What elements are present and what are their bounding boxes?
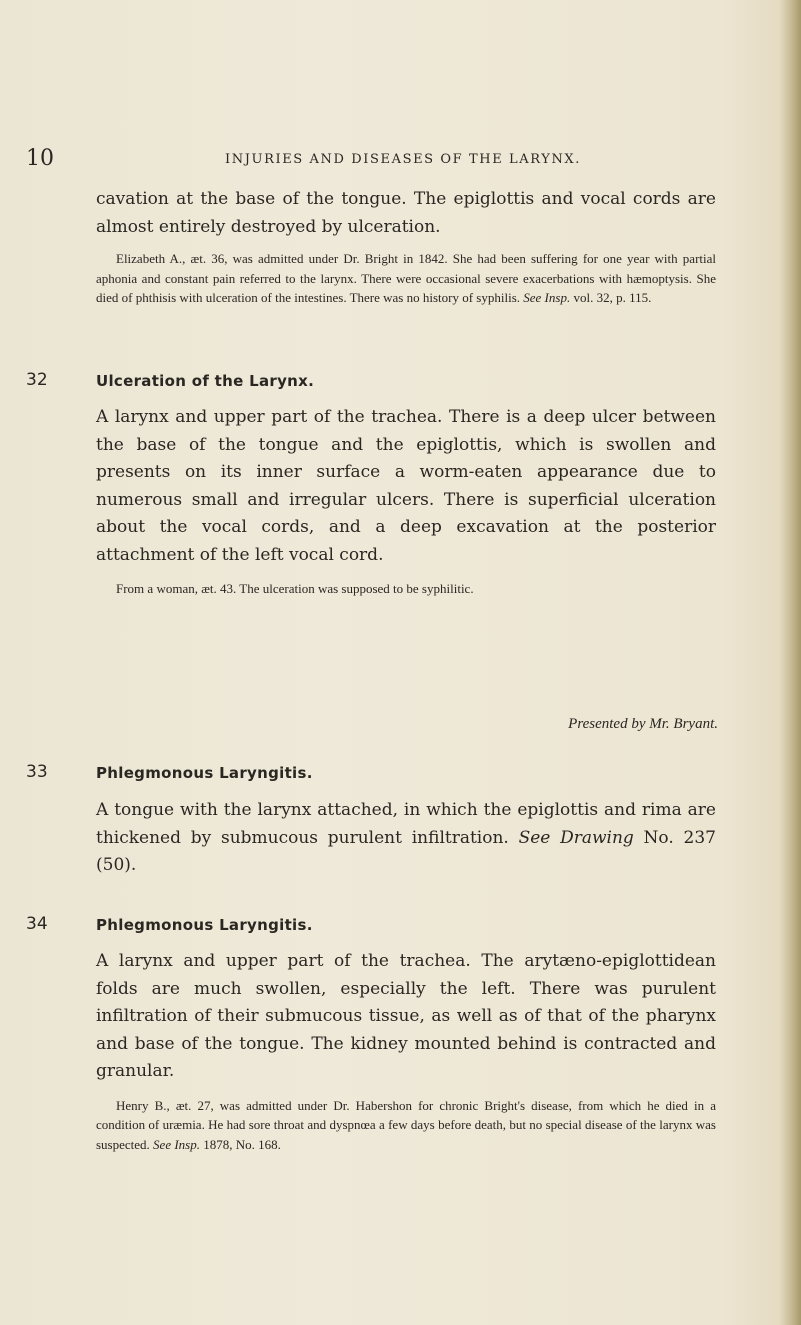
entry-body (96, 797, 716, 880)
entry-note-ref: See Insp. (153, 1136, 200, 1152)
entry-body: A larynx and upper part of the trachea. There is a deep ulcer between the base of the tongue and the epiglottis, which is swollen and presents on its inner surface a worm-eaten appearance due to numerous small and irregular ulcers. There is superficial ulceration about the vocal cords, and a deep excavation at the posterior attachment of the left vocal cord. (96, 407, 716, 565)
continuation-note-ref-rest: vol. 32, p. 115. (570, 290, 652, 305)
entry-note-ref-rest: 1878, No. 168. (199, 1136, 281, 1152)
entry-title: Phlegmonous Laryngitis. (96, 916, 313, 934)
entry-body-block (96, 948, 716, 1154)
running-head: INJURIES AND DISEASES OF THE LARYNX. (225, 152, 582, 167)
entry-body-block (96, 404, 716, 599)
continuation-note-ref: See Insp. (523, 290, 571, 305)
entry-body-block (96, 797, 716, 880)
entry-number: 33 (26, 762, 48, 782)
entry-title: Ulceration of the Larynx. (96, 372, 315, 390)
entry-note-text: Henry B., æt. 27, was admitted under Dr. Habershon for chronic Bright's disease, from which he died in a condition of uræmia. He had sore throat and dyspnœa a few days before death, but no special disease of the larynx was suspected. (96, 1097, 716, 1152)
entry-number: 32 (26, 370, 48, 390)
entry-body-text: A tongue with the larynx attached, in which the epiglottis and rima are thickened by submucous purulent infiltration. (96, 800, 716, 848)
entry-title: Phlegmonous Laryngitis. (96, 764, 313, 782)
entry-note: From a woman, æt. 43. The ulceration was supposed to be syphilitic. (116, 581, 474, 596)
presented-by: Presented by Mr. Bryant. (568, 716, 718, 732)
entry-note (96, 1096, 716, 1155)
page-number: 10 (26, 146, 54, 171)
entry-number: 34 (26, 914, 48, 934)
entry-body-text-end: No. 237 (50). (96, 827, 716, 875)
page-header (0, 146, 801, 176)
entry-body: A larynx and upper part of the trachea. The arytæno-epiglottidean folds are much swollen, especially the left. There was purulent infiltration of their submucous tissue, as well as of that of the pharynx and base of the tongue. The kidney mounted behind is contracted and granular. (96, 951, 716, 1081)
continuation-block (96, 186, 716, 308)
continuation-note-text: Elizabeth A., æt. 36, was admitted under Dr. Bright in 1842. She had been suffering for one year with partial aphonia and constant pain referred to the larynx. There were occasional severe exacerbations with hæmoptysis. She died of phthisis with ulceration of the intestines. There was no history of syphilis. (96, 251, 716, 305)
continuation-body: cavation at the base of the tongue. The epiglottis and vocal cords are almost entirely destroyed by ulceration. (96, 189, 716, 237)
continuation-note (96, 249, 716, 308)
drawing-reference: See Drawing (518, 827, 634, 848)
page-edge-shadow (779, 0, 801, 1325)
